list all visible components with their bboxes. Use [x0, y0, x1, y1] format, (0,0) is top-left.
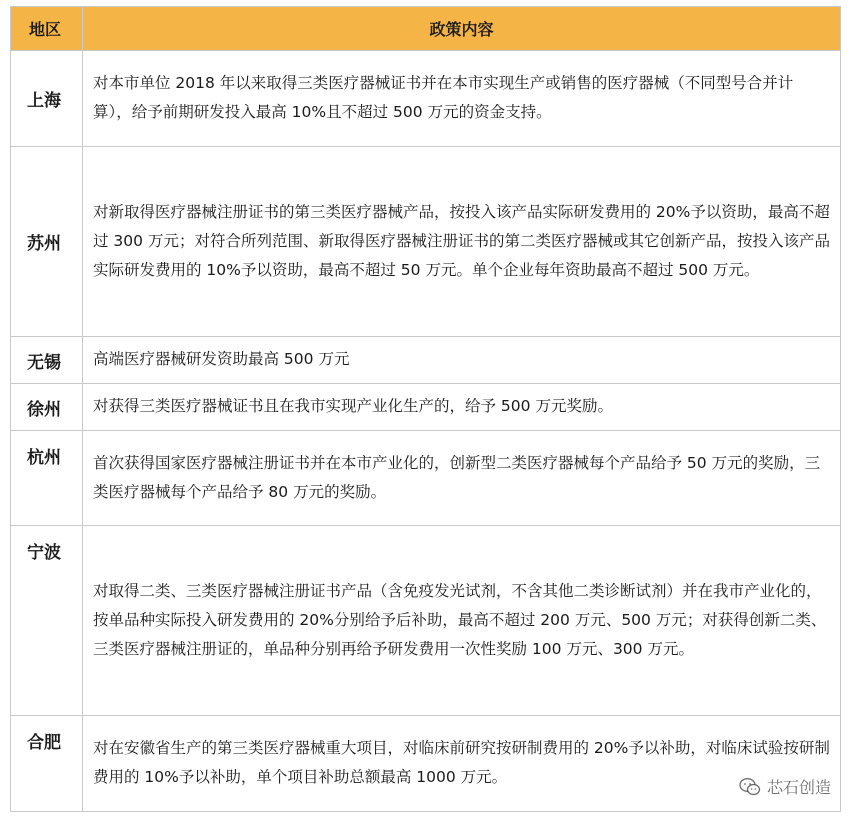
table-row — [11, 337, 841, 384]
row-region: 合肥 — [11, 716, 83, 812]
wechat-icon — [739, 777, 761, 797]
row-region: 徐州 — [11, 384, 83, 431]
watermark-text: 芯石创造 — [766, 778, 831, 797]
header-region: 地区 — [11, 7, 83, 51]
row-region: 苏州 — [11, 147, 83, 337]
row-content: 首次获得国家医疗器械注册证书并在本市产业化的，创新型二类医疗器械每个产品给予 50 万元的奖励，三类医疗器械每个产品给予 80 万元的奖励。 — [83, 431, 841, 526]
policy-table — [10, 6, 841, 812]
table-row — [11, 147, 841, 337]
row-content: 对本市单位 2018 年以来取得三类医疗器械证书并在本市实现生产或销售的医疗器械（不同型号合并计算），给予前期研发投入最高 10%且不超过 500 万元的资金支持。 — [83, 51, 841, 147]
row-content: 对获得三类医疗器械证书且在我市实现产业化生产的，给予 500 万元奖励。 — [83, 384, 841, 431]
row-content: 对取得二类、三类医疗器械注册证书产品（含免疫发光试剂，不含其他二类诊断试剂）并在我市产业化的，按单品种实际投入研发费用的 20%分别给予后补助，最高不超过 200 万元、500 万元；对获得创新二类、三类医疗器械注册证的，单品种分别再给予研发费用一次性奖励 100 万元、300 万元。 — [83, 526, 841, 716]
row-content: 对新取得医疗器械注册证书的第三类医疗器械产品，按投入该产品实际研发费用的 20%予以资助，最高不超过 300 万元；对符合所列范围、新取得医疗器械注册证书的第二类医疗器械或其它创新产品，按投入该产品实际研发费用的 10%予以资助，最高不超过 50 万元。单个企业每年资助最高不超过 500 万元。 — [83, 147, 841, 337]
table-row — [11, 51, 841, 147]
table-row — [11, 384, 841, 431]
row-content: 对在安徽省生产的第三类医疗器械重大项目，对临床前研究按研制费用的 20%予以补助，对临床试验按研制费用的 10%予以补助，单个项目补助总额最高 1000 万元。 — [83, 716, 841, 812]
table-row — [11, 716, 841, 812]
table-row — [11, 431, 841, 526]
table-row — [11, 526, 841, 716]
row-region: 上海 — [11, 51, 83, 147]
header-content: 政策内容 — [83, 7, 841, 51]
row-region: 杭州 — [11, 431, 83, 526]
row-region: 宁波 — [11, 526, 83, 716]
row-content: 高端医疗器械研发资助最高 500 万元 — [83, 337, 841, 384]
watermark — [739, 775, 831, 798]
table-header-row — [11, 7, 841, 51]
row-region: 无锡 — [11, 337, 83, 384]
